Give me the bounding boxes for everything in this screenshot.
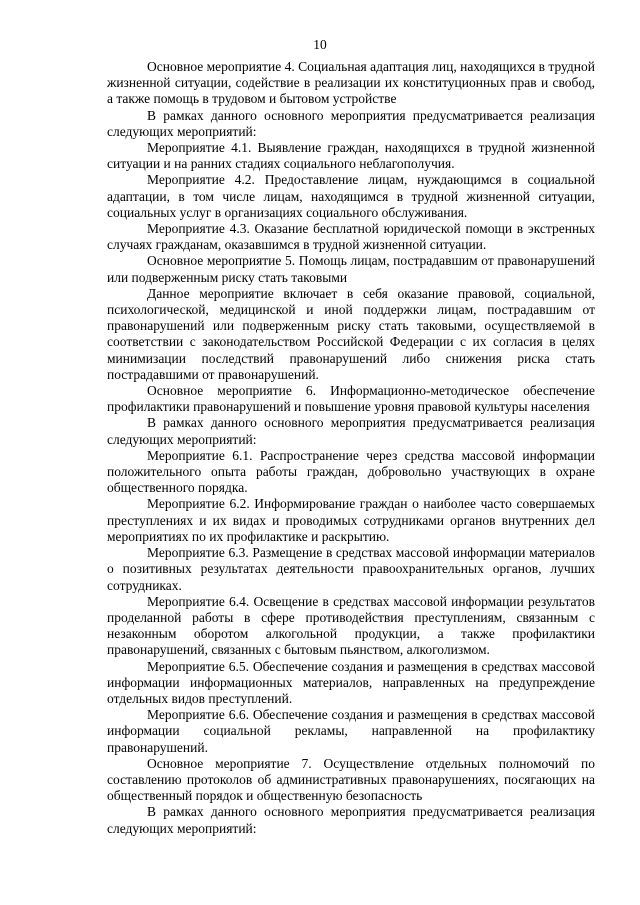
paragraph-main-event-4: Основное мероприятие 4. Социальная адаптация лиц, находящихся в трудной жизненной ситуации, содействие в реализации их конституционных прав и свобод, а также помощь в трудовом и бытовом устройстве	[107, 59, 595, 107]
paragraph-event-4-3: Мероприятие 4.3. Оказание бесплатной юридической помощи в экстренных случаях гражданам, оказавшимся в трудной жизненной ситуации.	[107, 221, 595, 253]
paragraph-main-event-7: Основное мероприятие 7. Осуществление отдельных полномочий по составлению протоколов об административных правонарушениях, посягающих на общественный порядок и общественную безопасность	[107, 755, 595, 804]
paragraph-main-event-6: Основное мероприятие 6. Информационно-методическое обеспечение профилактики правонарушений и повышение уровня правовой культуры населения	[107, 383, 595, 415]
paragraph-main-event-5: Основное мероприятие 5. Помощь лицам, пострадавшим от правонарушений или подверженным риску стать таковыми	[107, 253, 595, 285]
paragraph-event-6-2: Мероприятие 6.2. Информирование граждан о наиболее часто совершаемых преступлениях и их видах и проводимых сотрудниками органов внутренних дел мероприятиях по их профилактике и раскрытию.	[107, 496, 595, 544]
paragraph-event-5-description: Данное мероприятие включает в себя оказание правовой, социальной, психологической, медицинской и иной поддержки лицам, пострадавшим от правонарушений или подверженным риску стать таковыми, осуществляемой в соответствии с законодательством Российской Федерации с их согласия в целях минимизации последствий правонарушений либо снижения риска стать пострадавшими от правонарушений.	[107, 285, 595, 382]
paragraph-framework-6: В рамках данного основного мероприятия предусматривается реализация следующих мероприятий:	[107, 415, 595, 447]
paragraph-event-6-4: Мероприятие 6.4. Освещение в средствах массовой информации результатов проделанной работы в сфере противодействия преступлениям, связанным с незаконным оборотом алкогольной продукции, а также профилактики правонарушений, связанных с бытовым пьянством, алкоголизмом.	[107, 593, 595, 658]
paragraph-event-6-6: Мероприятие 6.6. Обеспечение создания и размещения в средствах массовой информации социальной рекламы, направленной на профилактику правонарушений.	[107, 707, 595, 755]
paragraph-event-6-3: Мероприятие 6.3. Размещение в средствах массовой информации материалов о позитивных результатах деятельности правоохранительных органов, лучших сотрудниках.	[107, 545, 595, 593]
paragraph-framework-4: В рамках данного основного мероприятия предусматривается реализация следующих мероприятий:	[107, 107, 595, 139]
paragraph-event-6-5: Мероприятие 6.5. Обеспечение создания и размещения в средствах массовой информации информационных материалов, направленных на предупреждение отдельных видов преступлений.	[107, 658, 595, 706]
paragraph-event-4-2: Мероприятие 4.2. Предоставление лицам, нуждающимся в социальной адаптации, в том числе лицам, находящимся в трудной жизненной ситуации, социальных услуг в организациях социального обслуживания.	[107, 172, 595, 220]
document-body	[107, 59, 595, 837]
page-number: 10	[313, 37, 327, 52]
paragraph-event-4-1: Мероприятие 4.1. Выявление граждан, находящихся в трудной жизненной ситуации и на ранних стадиях социального неблагополучия.	[107, 140, 595, 172]
paragraph-framework-7: В рамках данного основного мероприятия предусматривается реализация следующих мероприятий:	[107, 804, 595, 836]
paragraph-event-6-1: Мероприятие 6.1. Распространение через средства массовой информации положительного опыта работы граждан, добровольно участвующих в охране общественного порядка.	[107, 447, 595, 496]
